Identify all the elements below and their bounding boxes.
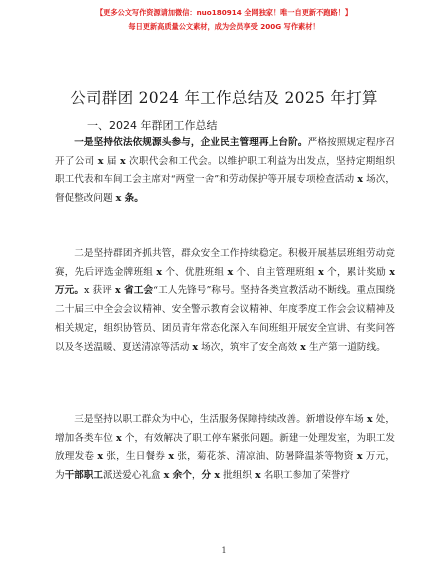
promo-banner-line-2: 每日更新高质量公文素材，成为会员享受 200G 写作素材！ [128, 22, 320, 31]
bold-text-run: 一是坚持依法依规源头参与，企业民主管理再上台阶。 [74, 137, 308, 148]
document-title: 公司群团 2024 年工作总结及 2025 年打算 [70, 89, 378, 107]
text-run: 个、自主管理班组 [233, 266, 319, 278]
bold-text-run: x [357, 174, 364, 186]
text-run: ， [191, 470, 202, 482]
promo-banner-line-1: 【更多公文写作资源请加微信：nuo180914 全网独家！唯一自更新不跑路！】 [95, 8, 353, 17]
page-number: 1 [221, 546, 227, 555]
text-run: 届 [103, 155, 120, 167]
bold-text-run: x [116, 432, 122, 444]
text-run: 场次，筑牢了安全高效 [198, 341, 301, 353]
bold-text-run: x [366, 414, 373, 425]
text-run: 次职代会和工代会。以维护职工利益为出发点，坚持定期组织职工代表和车间工会主席对“两堂一舍”和劳动保护等开展专项检查活动 [55, 155, 395, 186]
text-run: 批组织 [220, 470, 255, 482]
text-run: 派送爱心礼盒 [102, 470, 164, 482]
paragraph-2 [55, 245, 395, 357]
text-run: 张，菊花茶、清凉油、防暑降温茶等物资 [174, 451, 357, 463]
bold-text-run: x [97, 451, 104, 463]
paragraph-3 [55, 411, 395, 486]
bold-text-run: x 省工会 [115, 285, 154, 297]
bold-text-run: x [156, 266, 163, 278]
text-run: 名职工参加了荣誉疗 [260, 470, 351, 482]
text-run: 严格按照规定程序召开了公司 [55, 137, 396, 167]
text-run: 场次，督促整改问题 [55, 174, 395, 205]
text-run: 个，有效解决了职工停车紧张问题。新建一处理发室，为职工发放理发卷 [55, 432, 395, 463]
bold-text-run: x [356, 451, 363, 463]
bold-text-run: x [192, 341, 199, 353]
bold-text-run: x 万元。 [55, 266, 395, 297]
text-run: “工人先锋号”称号。坚持各类宣教活动不断线。重点围绕二十届三中全会会议精神、安全警示教育会议精神、年度季度工作会会议精神及相关规定，组织协管员、团员青年常态化深入车间班组开展安全宣讲、有奖问答以及冬送温暖、夏送清凉等活动 [55, 285, 396, 353]
text-run: 个、优胜班组 [162, 266, 228, 278]
text-run: 处，增加各类车位 [55, 414, 395, 444]
bold-text-run: 分 x [201, 470, 221, 482]
bold-text-run: x [120, 155, 126, 167]
text-run: 万元，为 [55, 451, 395, 482]
bold-text-run: x [97, 155, 104, 167]
text-run: 二是坚持群团齐抓共管，群众安全工作持续稳定。积极开展基层班组劳动竞赛，先后评选金牌班组 [55, 248, 395, 278]
paragraph-1 [55, 134, 395, 209]
bold-text-run: x 余个 [163, 470, 192, 482]
bold-text-run: x [227, 266, 234, 278]
text-run: 个，累计奖励 [323, 266, 390, 278]
bold-text-run: x [300, 341, 306, 353]
text-run: 张，生日餐券 [103, 451, 169, 463]
bold-text-run: x [168, 451, 175, 463]
text-run: 三是坚持以职工群众为中心，生活服务保障持续改善。新增设停车场 [74, 414, 367, 425]
section-heading: 一、2024 年群团工作总结 [87, 119, 218, 132]
bold-text-run: 干部职工 [64, 470, 103, 482]
bold-text-run: x [254, 470, 261, 482]
text-run: 生产第一道防线。 [305, 341, 386, 353]
text-run: x 获评 [84, 285, 115, 297]
bold-text-run: x 条。 [115, 193, 144, 205]
bold-text-run: x [318, 266, 324, 278]
